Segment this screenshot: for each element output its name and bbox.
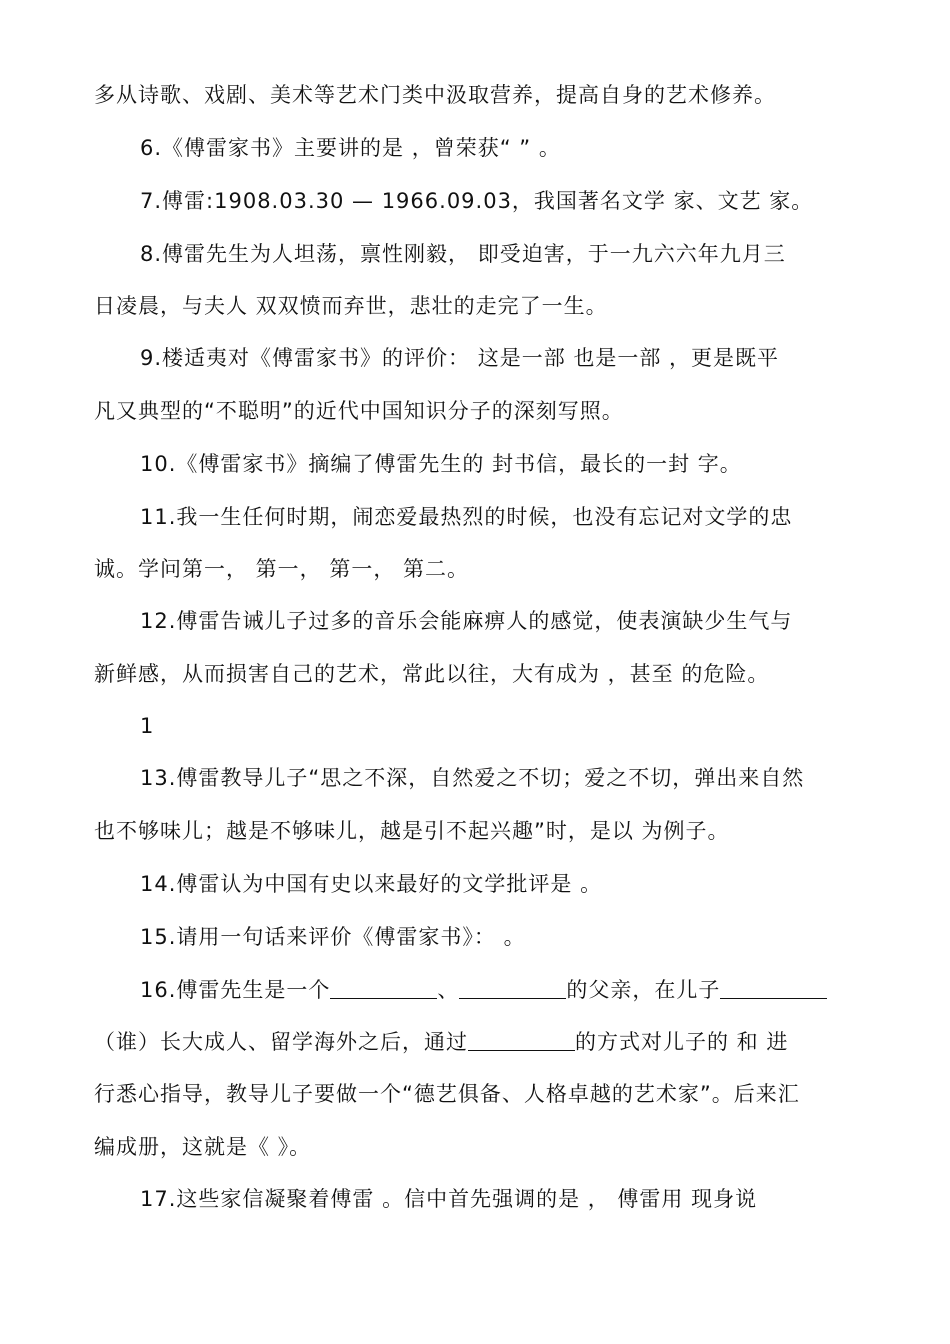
text-segment: （谁）长大成人、留学海外之后，通过 bbox=[94, 1030, 468, 1054]
text-line: 也不够味儿；越是不够味儿，越是引不起兴趣”时，是以 为例子。 bbox=[94, 819, 730, 843]
text-line: 诚。学问第一， 第一， 第一， 第二。 bbox=[94, 557, 470, 581]
blank-line bbox=[720, 974, 827, 999]
question-12: 12.傅雷告诫儿子过多的音乐会能麻痹人的感觉，使表演缺少生气与 bbox=[140, 609, 793, 633]
text-line bbox=[94, 1026, 788, 1057]
text-line: 行悉心指导，教导儿子要做一个“德艺俱备、人格卓越的艺术家”。后来汇 bbox=[94, 1082, 800, 1106]
blank-line bbox=[459, 974, 566, 999]
text-line: 新鲜感，从而损害自己的艺术，常此以往，大有成为 ，甚至 的危险。 bbox=[94, 662, 770, 686]
question-10: 10.《傅雷家书》摘编了傅雷先生的 封书信，最长的一封 字。 bbox=[140, 452, 742, 476]
text-line: 多从诗歌、戏剧、美术等艺术门类中汲取营养，提高自身的艺术修养。 bbox=[94, 83, 776, 107]
blank-line bbox=[330, 974, 437, 999]
question-6: 6.《傅雷家书》主要讲的是 ，曾荣获“ ” 。 bbox=[140, 136, 561, 160]
page-number: 1 bbox=[140, 714, 155, 738]
blank-line bbox=[468, 1026, 575, 1051]
text-line: 凡又典型的“不聪明”的近代中国知识分子的深刻写照。 bbox=[94, 399, 624, 423]
text-segment: 、 bbox=[437, 978, 460, 1002]
question-7: 7.傅雷:1908.03.30 — 1966.09.03，我国著名文学 家、文艺 家。 bbox=[140, 189, 814, 213]
question-17: 17.这些家信凝聚着傅雷 。信中首先强调的是 ， 傅雷用 现身说 bbox=[140, 1187, 758, 1211]
text-segment: 16.傅雷先生是一个 bbox=[140, 978, 331, 1002]
question-13: 13.傅雷教导儿子“思之不深，自然爱之不切；爱之不切，弹出来自然 bbox=[140, 766, 805, 790]
question-16 bbox=[140, 974, 827, 1005]
question-14: 14.傅雷认为中国有史以来最好的文学批评是 。 bbox=[140, 872, 603, 896]
question-8: 8.傅雷先生为人坦荡，禀性刚毅， 即受迫害，于一九六六年九月三 bbox=[140, 242, 786, 266]
text-segment: 的父亲，在儿子 bbox=[566, 978, 721, 1002]
question-11: 11.我一生任何时期，闹恋爱最热烈的时候，也没有忘记对文学的忠 bbox=[140, 505, 793, 529]
question-9: 9.楼适夷对《傅雷家书》的评价： 这是一部 也是一部 ，更是既平 bbox=[140, 346, 780, 370]
text-line: 日凌晨，与夫人 双双愤而弃世，悲壮的走完了一生。 bbox=[94, 294, 608, 318]
text-line: 编成册，这就是《 》。 bbox=[94, 1135, 312, 1159]
question-15: 15.请用一句话来评价《傅雷家书》： 。 bbox=[140, 925, 526, 949]
text-segment: 的方式对儿子的 和 进 bbox=[575, 1030, 789, 1054]
